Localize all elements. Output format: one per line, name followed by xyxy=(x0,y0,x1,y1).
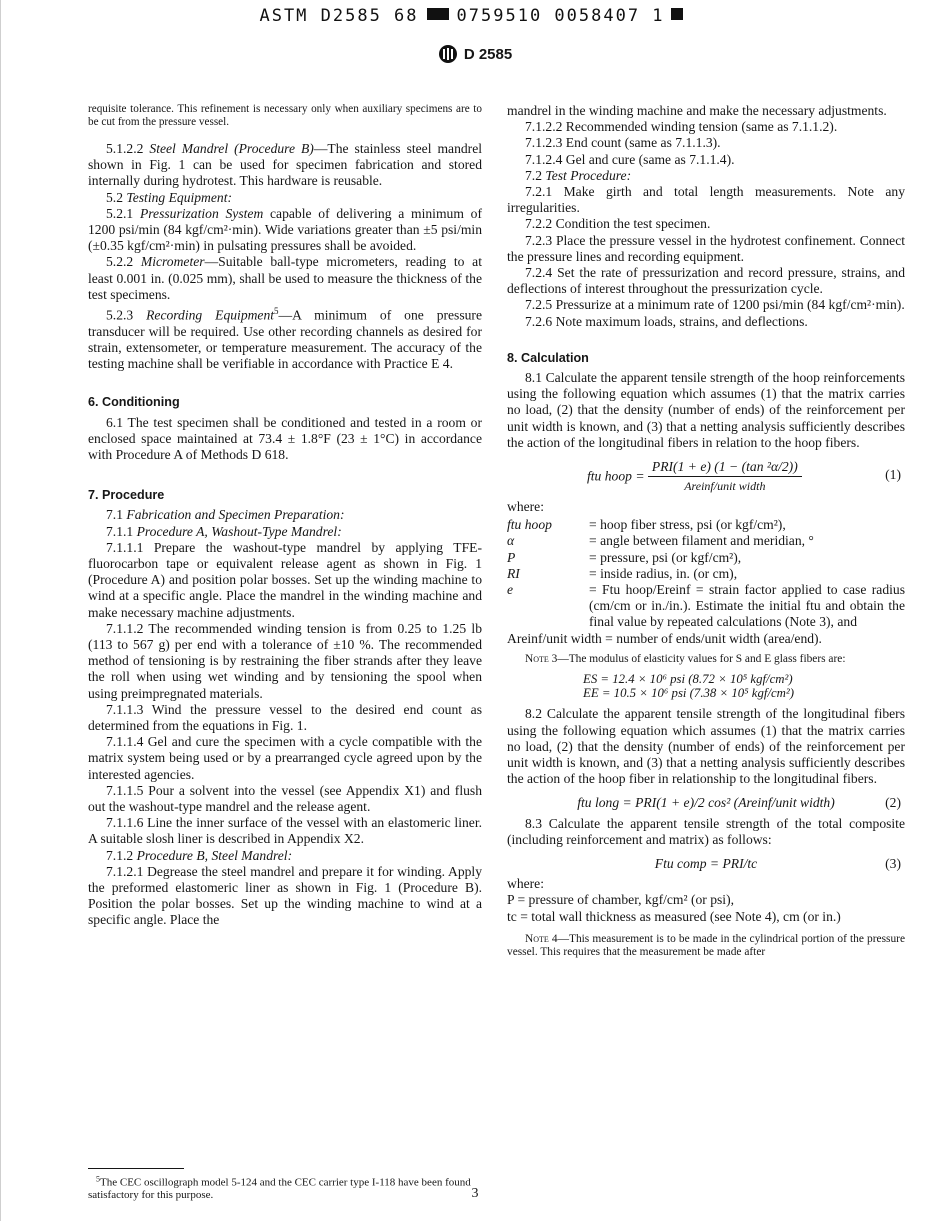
heading-procedure: 7. Procedure xyxy=(88,488,165,503)
section-7-1-1-4: 7.1.1.4 Gel and cure the specimen with a cycle compatible with the matrix system being used or by a prearranged cycle agreed upon by the interested agencies. xyxy=(88,734,482,782)
where-label: where: xyxy=(507,499,544,515)
black-block-icon xyxy=(427,8,449,20)
astm-logo-icon xyxy=(438,44,458,64)
heading-conditioning: 6. Conditioning xyxy=(88,395,180,410)
eq1-denominator: Areinf/unit width xyxy=(684,479,766,494)
document-id-bar xyxy=(0,6,950,26)
paragraph: mandrel in the winding machine and make the necessary adjustments. xyxy=(507,103,887,118)
left-column xyxy=(88,103,482,929)
section-7-2-6: 7.2.6 Note maximum loads, strains, and deflections. xyxy=(525,313,808,329)
equation-number: (2) xyxy=(885,795,901,811)
definition-row: P = pressure, psi (or kgf/cm²), xyxy=(507,549,742,565)
section-7-2: 7.2 Test Procedure: xyxy=(525,167,632,183)
where-label: where: xyxy=(507,876,544,892)
variable-definitions xyxy=(507,517,905,630)
eq1-numerator: PRI(1 + e) (1 − (tan ²α/2)) xyxy=(648,459,802,477)
section-7-1-1-2: 7.1.1.2 The recommended winding tension is from 0.25 to 1.25 lb (113 to 567 g) per end with a tolerance of ±10 %. The recommended method of tensioning is by restraining the fiber strands after they leave the roll when using wet winding and by tensioning the spool when using preimpregnated materials. xyxy=(88,620,482,701)
section-7-1: 7.1 Fabrication and Specimen Preparation: xyxy=(106,507,345,523)
section-7-2-3: 7.2.3 Place the pressure vessel in the hydrotest confinement. Connect the pressure lines and recording equipment. xyxy=(507,232,905,264)
section-7-1-2: 7.1.2 Procedure B, Steel Mandrel: xyxy=(106,847,293,863)
definition-areinf: Areinf/unit width = number of ends/unit width (area/end). xyxy=(507,630,822,646)
section-7-1-2-2: 7.1.2.2 Recommended winding tension (same as 7.1.1.2). xyxy=(525,119,838,135)
equation-1 xyxy=(507,455,905,499)
doc-id-left: ASTM D2585 68 xyxy=(259,6,419,26)
equation-2: ftu long = PRI(1 + e)/2 cos² (Areinf/unit width) (2) xyxy=(577,795,901,811)
section-6-1: 6.1 The test specimen shall be conditioned and tested in a room or enclosed space maintained at 73.4 ± 1.8°F (23 ± 1°C) in accordance with Procedure A of Methods D 618. xyxy=(88,414,482,462)
page-header xyxy=(0,44,950,64)
footnote-ref: 5 xyxy=(274,306,279,317)
definition-tc: tc = total wall thickness as measured (see Note 4), cm (or in.) xyxy=(507,908,841,924)
section-5-2-2: 5.2.2 Micrometer—Suitable ball-type micrometers, reading to at least 0.001 in. (0.025 mm), shall be used to measure the thickness of the test specimens. xyxy=(88,254,482,302)
paragraph: requisite tolerance. This refinement is necessary only when auxiliary specimens are to be cut from the pressure vessel. xyxy=(88,103,482,128)
section-5-2-3: 5.2.3 Recording Equipment$^5$—A minimum of one pressure transducer will be required. Use other recording channels as desired for strain, extensometer, or temperature measurement. The accuracy of the testing machine shall be verifiable in accordance with Practice E 4. xyxy=(88,306,482,372)
section-7-2-5: 7.2.5 Pressurize at a minimum rate of 1200 psi/min (84 kgf/cm²·min). xyxy=(525,297,905,313)
section-7-1-1-6: 7.1.1.6 Line the inner surface of the vessel with an elastomeric liner. A suitable slosh liner is described in Appendix X2. xyxy=(88,815,482,847)
definition-row: α = angle between filament and meridian, ° xyxy=(507,533,814,549)
section-7-1-1: 7.1.1 Procedure A, Washout-Type Mandrel: xyxy=(106,523,342,539)
black-block-icon xyxy=(671,8,683,20)
section-8-3: 8.3 Calculate the apparent tensile strength of the total composite (including reinforcement and matrix) as follows: xyxy=(507,815,905,847)
footnote-text: The CEC oscillograph model 5-124 and the CEC carrier type I-118 have been found satisfactory for this purpose. xyxy=(88,1176,471,1202)
section-5-2: 5.2 Testing Equipment: xyxy=(106,189,233,205)
heading-calculation: 8. Calculation xyxy=(507,350,589,365)
section-7-1-2-1: 7.1.2.1 Degrease the steel mandrel and prepare it for winding. Apply the preformed elastomeric liner as shown in Fig. 1 (Procedure B). Position the polar bosses. Set up the winding machine to wind at a specific angle. Place the xyxy=(88,863,482,928)
section-7-1-2-3: 7.1.2.3 End count (same as 7.1.1.3). xyxy=(525,135,721,151)
modulus-e-glass: EE = 10.5 × 10⁶ psi (7.38 × 10⁵ kgf/cm²) xyxy=(583,686,795,701)
section-7-2-2: 7.2.2 Condition the test specimen. xyxy=(525,216,711,232)
equation-number: (3) xyxy=(885,855,901,871)
definition-row: e = Ftu hoop/Ereinf = strain factor applied to case radius (cm/cm or in./in.). Estimate the initial ftu and obtain the final value by repeated calculations (Note 3), and xyxy=(507,582,905,630)
definition-row: RI = inside radius, in. (or cm), xyxy=(507,565,738,581)
section-8-1: 8.1 Calculate the apparent tensile strength of the hoop reinforcements using the following equation which assumes (1) that the matrix carries no load, (2) that the density (number of ends) of the reinforcement per unit width is known, and (3) that a netting analysis sufficiently describes the action of the longitudinal fibers in relation to the hoop fibers. xyxy=(507,370,905,450)
page-number: 3 xyxy=(471,1186,479,1201)
scan-edge xyxy=(0,0,1,1221)
note-4: Note 4—This measurement is to be made in the cylindrical portion of the pressure vessel. This requires that the measurement be made after xyxy=(507,932,905,959)
definition-row: ftu hoop = hoop fiber stress, psi (or kgf/cm²), xyxy=(507,517,786,533)
note-3: Note 3—The modulus of elasticity values for S and E glass fibers are: xyxy=(525,652,846,665)
section-7-1-1-5: 7.1.1.5 Pour a solvent into the vessel (see Appendix X1) and flush out the washout-type mandrel and the release agent. xyxy=(88,782,482,815)
footnote-divider xyxy=(88,1168,184,1169)
section-7-2-1: 7.2.1 Make girth and total length measurements. Note any irregularities. xyxy=(507,184,905,216)
section-8-2: 8.2 Calculate the apparent tensile strength of the longitudinal fibers using the following equation which assumes (1) that the matrix carries no load, (2) that the density (number of ends) of the reinforcement per unit width is known, and (3) that a netting analysis sufficiently describes the action of the hoop fiber in relationship to the longitudinal fibers. xyxy=(507,706,905,787)
equation-number: (1) xyxy=(885,467,901,483)
section-5-1-2-2: 5.1.2.2 Steel Mandrel (Procedure B)—The stainless steel mandrel shown in Fig. 1 can be used for specimen fabrication and stored internally during hydrotest. This hardware is reusable. xyxy=(88,141,483,189)
right-column xyxy=(507,103,905,960)
eq1-lhs: ftu hoop = xyxy=(587,468,645,484)
modulus-values xyxy=(583,672,905,700)
doc-id-right: 0759510 0058407 1 xyxy=(456,6,665,26)
modulus-s-glass: ES = 12.4 × 10⁶ psi (8.72 × 10⁵ kgf/cm²) xyxy=(583,672,793,687)
equation-3: Ftu comp = PRI/tc (3) xyxy=(654,855,901,871)
section-7-1-1-1: 7.1.1.1 Prepare the washout-type mandrel by applying TFE-fluorocarbon tape or equivalent release agent as shown in Fig. 1 (Procedure A) and position polar bosses. Set up the winding machine to wind at a specific angle. Place the mandrel in the winding machine and make necessary machine adjustments. xyxy=(88,539,482,620)
footnote-mark: 5 xyxy=(96,1174,100,1183)
section-7-1-1-3: 7.1.1.3 Wind the pressure vessel to the desired end count as determined from the equations in Fig. 1. xyxy=(88,701,482,734)
section-7-2-4: 7.2.4 Set the rate of pressurization and record pressure, strains, and deflections of interest throughout the pressurization cycle. xyxy=(507,265,905,297)
section-5-2-1: 5.2.1 Pressurization System capable of delivering a minimum of 1200 psi/min (84 kgf/cm²·min). Wide variations greater than ±5 psi/min (±0.35 kgf/cm²·min) in pulsating pressures shall be avoided. xyxy=(88,205,482,254)
designation: D 2585 xyxy=(463,46,513,63)
definition-p: P = pressure of chamber, kgf/cm² (or psi), xyxy=(507,892,734,908)
section-7-1-2-4: 7.1.2.4 Gel and cure (same as 7.1.1.4). xyxy=(525,151,735,167)
